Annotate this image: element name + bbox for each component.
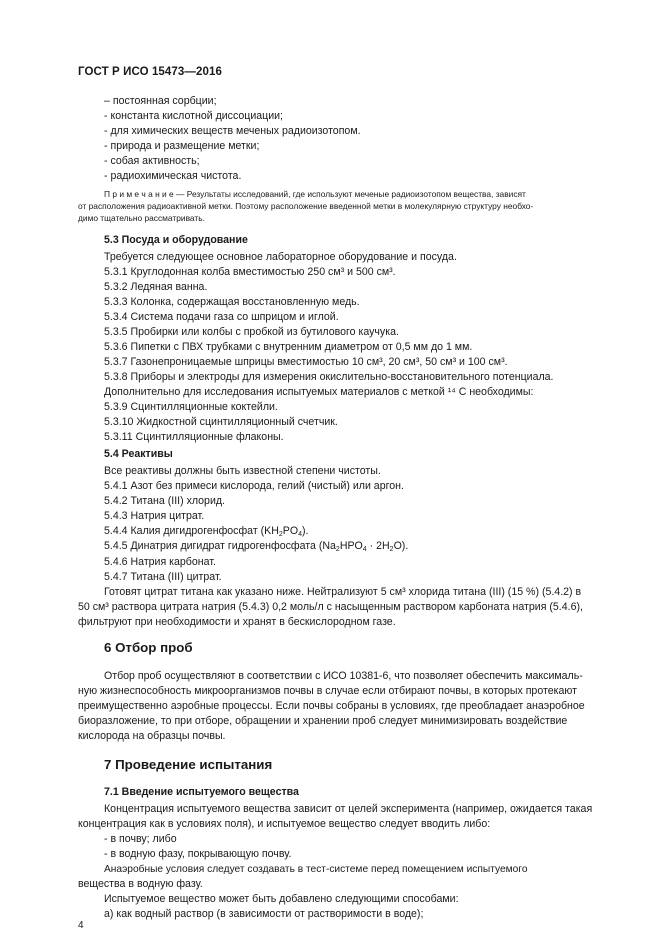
list-item: 5.3.9 Сцинтилляционные коктейли. <box>104 401 278 413</box>
paragraph-line: концентрация как в условиях поля), и испытуемое вещество следует вводить либо: <box>78 818 491 830</box>
list-item: 5.3.7 Газонепроницаемые шприцы вместимостью 10 см³, 20 см³, 50 см³ и 100 см³. <box>104 356 508 368</box>
paragraph-line: вещества в водную фазу. <box>78 878 203 890</box>
paragraph-line: Готовят цитрат титана как указано ниже. Нейтрализуют 5 см³ хлорида титана (III) (15 %) (5.4.2) в <box>104 586 582 598</box>
paragraph: Дополнительно для исследования испытуемых материалов с меткой ¹⁴ С необходимы: <box>104 386 534 398</box>
list-item: 5.3.1 Круглодонная колба вместимостью 250 см³ и 500 см³. <box>104 266 396 278</box>
list-item: 5.4.7 Титана (III) цитрат. <box>104 571 222 583</box>
list-item: 5.4.6 Натрия карбонат. <box>104 556 216 568</box>
paragraph-line: Отбор проб осуществляют в соответствии с ИСО 10381-6, что позволяет обеспечить максималь- <box>104 670 583 682</box>
list-item: 5.3.4 Система подачи газа со шприцом и иглой. <box>104 311 339 323</box>
list-item: 5.4.4 Калия дигидрогенфосфат (KH2PO4). <box>104 525 309 538</box>
section-heading: 7.1 Введение испытуемого вещества <box>104 786 299 798</box>
paragraph-line: биоразложение, то при отборе, обращении и хранении проб следует минимизировать воздействие <box>78 715 568 727</box>
paragraph-line: 50 см³ раствора цитрата натрия (5.4.3) 0,2 моль/л с насыщенным раствором карбоната натрия (5.4.6), <box>78 601 583 613</box>
paragraph: Требуется следующее основное лабораторное оборудование и посуда. <box>104 251 457 263</box>
list-item: - в водную фазу, покрывающую почву. <box>104 848 292 860</box>
paragraph-line: Анаэробные условия следует создавать в тест-системе перед помещением испытуемого <box>104 864 528 875</box>
paragraph: Все реактивы должны быть известной степени чистоты. <box>104 465 381 477</box>
section-title: 7 Проведение испытания <box>104 757 273 772</box>
list-item: 5.3.6 Пипетки с ПВХ трубками с внутренним диаметром от 0,5 мм до 1 мм. <box>104 341 473 353</box>
list-item: - радиохимическая чистота. <box>104 170 242 182</box>
note-line-3: димо тщательно рассматривать. <box>78 213 205 223</box>
list-item: - природа и размещение метки; <box>104 140 260 152</box>
document-header: ГОСТ Р ИСО 15473—2016 <box>78 66 223 78</box>
section-heading: 5.3 Посуда и оборудование <box>104 234 248 246</box>
note-line-1: П р и м е ч а н и е — Результаты исследований, где используют меченые радиоизотопом вещества, зависят <box>104 189 526 199</box>
note-label: П р и м е ч а н и е <box>104 189 174 199</box>
paragraph-line: Концентрация испытуемого вещества зависит от целей эксперимента (например, ожидается такая <box>104 803 593 815</box>
list-item: 5.4.2 Титана (III) хлорид. <box>104 495 225 507</box>
list-item: 5.3.11 Сцинтилляционные флаконы. <box>104 431 284 443</box>
list-item: 5.3.2 Ледяная ванна. <box>104 281 208 293</box>
list-item: – постоянная сорбции; <box>104 95 217 107</box>
list-item: - константа кислотной диссоциации; <box>104 110 283 122</box>
list-item: 5.4.1 Азот без примеси кислорода, гелий (чистый) или аргон. <box>104 480 404 492</box>
paragraph-line: кислорода на образцы почвы. <box>78 730 226 742</box>
section-heading: 5.4 Реактивы <box>104 448 173 460</box>
paragraph-line: преимущественно аэробные процессы. Если почвы собраны в условиях, где преобладает анаэробное <box>78 700 585 712</box>
section-title: 6 Отбор проб <box>104 640 193 655</box>
list-item: - собая активность; <box>104 155 200 167</box>
list-item: - для химических веществ меченых радиоизотопом. <box>104 125 361 137</box>
paragraph-line: Испытуемое вещество может быть добавлено следующими способами: <box>104 893 459 905</box>
list-item: 5.3.8 Приборы и электроды для измерения окислительно-восстановительного потенциала. <box>104 371 554 383</box>
page-number: 4 <box>78 920 84 931</box>
list-item: 5.3.10 Жидкостной сцинтилляционный счетчик. <box>104 416 338 428</box>
paragraph-line: ную жизнеспособность микроорганизмов почвы в случае если отбирают почвы, в которых протекают <box>78 685 577 697</box>
list-item: 5.3.3 Колонка, содержащая восстановленную медь. <box>104 296 360 308</box>
list-item: 5.4.3 Натрия цитрат. <box>104 510 205 522</box>
list-item: 5.3.5 Пробирки или колбы с пробкой из бутилового каучука. <box>104 326 399 338</box>
list-item: а) как водный раствор (в зависимости от растворимости в воде); <box>104 908 424 920</box>
list-item: - в почву; либо <box>104 833 177 845</box>
note-line-2: от расположения радиоактивной метки. Поэтому расположение введенной метки в молекулярную структуру необхо- <box>78 201 534 211</box>
list-item: 5.4.5 Динатрия дигидрат гидрогенфосфата (Na2HPO4 · 2H2O). <box>104 540 409 553</box>
paragraph-line: фильтруют при необходимости и хранят в бескислородном газе. <box>78 616 396 628</box>
